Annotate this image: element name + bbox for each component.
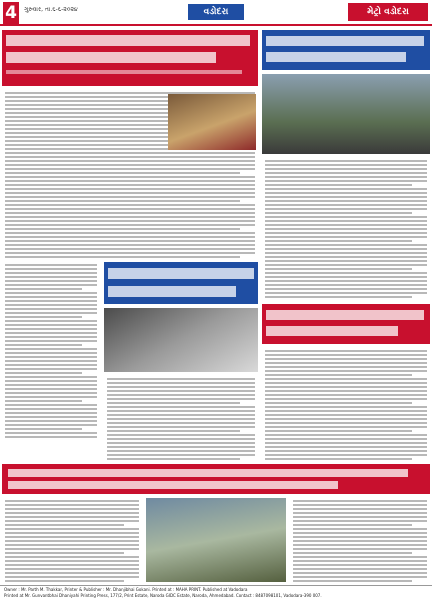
text-line xyxy=(5,344,82,346)
text-line xyxy=(265,390,427,392)
text-line xyxy=(5,376,97,378)
text-line xyxy=(107,386,255,388)
text-line xyxy=(5,500,139,502)
text-line xyxy=(265,374,412,376)
text-line xyxy=(265,296,412,298)
text-line xyxy=(265,168,427,170)
text-line xyxy=(265,354,427,356)
text-line xyxy=(265,192,427,194)
text-line xyxy=(5,308,97,310)
text-line xyxy=(265,378,427,380)
text-line xyxy=(5,176,255,178)
text-line xyxy=(5,432,97,434)
text-line xyxy=(107,382,255,384)
text-line xyxy=(265,184,412,186)
text-line xyxy=(5,272,97,274)
text-line xyxy=(5,284,97,286)
text-line xyxy=(5,504,139,506)
text-line xyxy=(5,336,97,338)
text-line xyxy=(5,188,255,190)
text-line xyxy=(5,576,139,578)
text-line xyxy=(265,366,427,368)
text-line xyxy=(265,386,427,388)
text-line xyxy=(293,572,427,574)
lead-story-headline xyxy=(2,30,258,86)
text-line xyxy=(5,240,255,242)
text-line xyxy=(5,212,255,214)
text-line xyxy=(5,560,139,562)
text-line xyxy=(5,312,97,314)
text-line xyxy=(265,446,427,448)
text-line xyxy=(265,402,412,404)
text-line xyxy=(5,572,139,574)
bottom-story-text-left xyxy=(2,498,142,582)
text-line xyxy=(5,256,240,258)
city-section-label: વડોદરા xyxy=(188,4,244,20)
text-line xyxy=(293,524,412,526)
text-line xyxy=(5,292,97,294)
text-line xyxy=(5,224,255,226)
text-line xyxy=(5,204,255,206)
text-line xyxy=(265,358,427,360)
text-line xyxy=(265,434,427,436)
text-line xyxy=(5,356,97,358)
text-line xyxy=(107,410,255,412)
text-line xyxy=(293,560,427,562)
text-line xyxy=(265,458,412,460)
text-line xyxy=(265,188,427,190)
text-line xyxy=(265,430,412,432)
text-line xyxy=(5,524,124,526)
text-line xyxy=(5,208,255,210)
text-line xyxy=(265,164,427,166)
text-line xyxy=(293,544,427,546)
text-line xyxy=(5,156,255,158)
text-line xyxy=(293,512,427,514)
text-line xyxy=(265,160,427,162)
text-line xyxy=(265,414,427,416)
text-line xyxy=(265,176,427,178)
middle-story-photo xyxy=(104,308,258,372)
text-line xyxy=(5,248,255,250)
text-line xyxy=(5,236,255,238)
text-line xyxy=(107,402,240,404)
text-line xyxy=(5,300,97,302)
text-line xyxy=(265,398,427,400)
text-line xyxy=(265,284,427,286)
text-line xyxy=(265,442,427,444)
text-line xyxy=(5,512,139,514)
text-line xyxy=(5,184,255,186)
text-line xyxy=(107,394,255,396)
text-line xyxy=(293,504,427,506)
text-line xyxy=(5,196,255,198)
text-line xyxy=(5,436,97,438)
text-line xyxy=(293,548,427,550)
right-middle-headline xyxy=(262,304,430,344)
text-line xyxy=(5,160,255,162)
text-line xyxy=(5,416,97,418)
bottom-story-text-right xyxy=(290,498,430,582)
text-line xyxy=(5,216,255,218)
text-line xyxy=(5,516,139,518)
text-line xyxy=(5,288,82,290)
text-line xyxy=(265,362,427,364)
text-line xyxy=(293,528,427,530)
text-line xyxy=(265,280,427,282)
text-line xyxy=(265,350,427,352)
text-line xyxy=(265,248,427,250)
text-line xyxy=(265,220,427,222)
text-line xyxy=(265,236,427,238)
text-line xyxy=(5,232,255,234)
text-line xyxy=(5,180,255,182)
text-line xyxy=(107,406,255,408)
text-line xyxy=(5,532,139,534)
text-line xyxy=(5,352,97,354)
right-middle-story-text xyxy=(262,348,430,460)
text-line xyxy=(5,328,97,330)
text-line xyxy=(265,454,427,456)
text-line xyxy=(5,244,255,246)
text-line xyxy=(5,324,97,326)
text-line xyxy=(265,208,427,210)
text-line xyxy=(5,192,255,194)
text-line xyxy=(265,224,427,226)
imprint-footer xyxy=(0,585,432,600)
text-line xyxy=(293,580,412,582)
text-line xyxy=(5,536,139,538)
text-line xyxy=(5,268,97,270)
masthead-rule xyxy=(0,24,432,26)
masthead xyxy=(0,0,432,26)
text-line xyxy=(265,204,427,206)
right-top-headline xyxy=(262,30,430,70)
text-line xyxy=(5,556,139,558)
text-line xyxy=(5,420,97,422)
text-line xyxy=(5,320,97,322)
text-line xyxy=(5,384,97,386)
text-line xyxy=(5,264,97,266)
text-line xyxy=(265,422,427,424)
imprint-line-1: Owner : Mr. Parth M. Thakkar, Printer & Publisher : Mr. Dhanjibhai Gokani. Printed at : MAHA PRINT. Published at Vadodara xyxy=(4,587,248,592)
text-line xyxy=(265,438,427,440)
text-line xyxy=(5,368,97,370)
text-line xyxy=(265,200,427,202)
text-line xyxy=(107,458,240,460)
text-line xyxy=(5,152,255,154)
text-line xyxy=(107,434,255,436)
text-line xyxy=(5,428,82,430)
text-line xyxy=(107,414,255,416)
text-line xyxy=(293,532,427,534)
text-line xyxy=(265,450,427,452)
middle-story-headline xyxy=(104,262,258,304)
text-line xyxy=(5,360,97,362)
text-line xyxy=(5,508,139,510)
text-line xyxy=(5,296,97,298)
text-line xyxy=(265,426,427,428)
newspaper-brand: મેટ્રો વડોદરા xyxy=(348,3,428,21)
text-line xyxy=(265,256,427,258)
text-line xyxy=(265,172,427,174)
text-line xyxy=(5,540,139,542)
lead-story-photo xyxy=(168,94,256,150)
text-line xyxy=(265,418,427,420)
text-line xyxy=(107,422,255,424)
text-line xyxy=(5,400,82,402)
text-line xyxy=(5,548,139,550)
middle-story-text xyxy=(104,376,258,460)
text-line xyxy=(5,568,139,570)
text-line xyxy=(293,520,427,522)
text-line xyxy=(265,264,427,266)
text-line xyxy=(265,370,427,372)
text-line xyxy=(265,276,427,278)
text-line xyxy=(293,552,412,554)
text-line xyxy=(5,408,97,410)
text-line xyxy=(293,568,427,570)
text-line xyxy=(107,426,255,428)
text-line xyxy=(5,412,97,414)
text-line xyxy=(5,580,124,582)
text-line xyxy=(5,252,255,254)
text-line xyxy=(5,280,97,282)
text-line xyxy=(5,564,139,566)
text-line xyxy=(107,450,255,452)
text-line xyxy=(293,556,427,558)
text-line xyxy=(5,164,255,166)
text-line xyxy=(265,394,427,396)
text-line xyxy=(265,382,427,384)
text-line xyxy=(265,216,427,218)
bottom-story-headline xyxy=(2,464,430,494)
text-line xyxy=(265,260,427,262)
text-line xyxy=(107,438,255,440)
text-line xyxy=(107,430,240,432)
text-line xyxy=(5,332,97,334)
text-line xyxy=(265,212,412,214)
text-line xyxy=(107,390,255,392)
text-line xyxy=(5,528,139,530)
text-line xyxy=(265,252,427,254)
text-line xyxy=(5,220,255,222)
text-line xyxy=(5,552,124,554)
text-line xyxy=(5,424,97,426)
right-top-photo xyxy=(262,74,430,154)
text-line xyxy=(265,288,427,290)
text-line xyxy=(265,228,427,230)
text-line xyxy=(293,536,427,538)
text-line xyxy=(293,564,427,566)
text-line xyxy=(293,508,427,510)
text-line xyxy=(5,200,240,202)
text-line xyxy=(107,446,255,448)
text-line xyxy=(293,540,427,542)
text-line xyxy=(5,304,97,306)
text-line xyxy=(293,500,427,502)
text-line xyxy=(5,340,97,342)
text-line xyxy=(5,316,82,318)
right-top-story-text xyxy=(262,158,430,300)
text-line xyxy=(5,544,139,546)
text-line xyxy=(265,232,427,234)
text-line xyxy=(5,168,255,170)
text-line xyxy=(265,406,427,408)
text-line xyxy=(5,348,97,350)
bottom-story-photo xyxy=(146,498,286,582)
text-line xyxy=(107,442,255,444)
text-line xyxy=(265,180,427,182)
text-line xyxy=(5,380,97,382)
text-line xyxy=(293,516,427,518)
text-line xyxy=(265,240,412,242)
text-line xyxy=(5,520,139,522)
text-line xyxy=(265,268,412,270)
text-line xyxy=(5,364,97,366)
text-line xyxy=(265,244,427,246)
left-sidebar-story xyxy=(2,262,100,460)
text-line xyxy=(265,292,427,294)
text-line xyxy=(5,388,97,390)
text-line xyxy=(5,392,97,394)
text-line xyxy=(5,172,240,174)
text-line xyxy=(265,196,427,198)
text-line xyxy=(5,276,97,278)
text-line xyxy=(265,272,427,274)
text-line xyxy=(107,398,255,400)
text-line xyxy=(107,418,255,420)
text-line xyxy=(293,576,427,578)
text-line xyxy=(107,454,255,456)
text-line xyxy=(5,396,97,398)
imprint-line-2: Printed at Mr. Gunvantbhai Dhaniyahi Printing Press, 177/2, Print Estate, Naroda GIDC Estate, Naroda, Ahmedabad. Contact : 8487098101, Vadodara-390 007. xyxy=(4,592,322,598)
text-line xyxy=(5,404,97,406)
issue-date: ગુરુવાર, તા.૬-૬-૨૦૨૪ xyxy=(24,6,78,13)
page-number: 4 xyxy=(3,2,19,24)
text-line xyxy=(5,228,240,230)
text-line xyxy=(5,372,82,374)
text-line xyxy=(265,410,427,412)
text-line xyxy=(107,378,255,380)
